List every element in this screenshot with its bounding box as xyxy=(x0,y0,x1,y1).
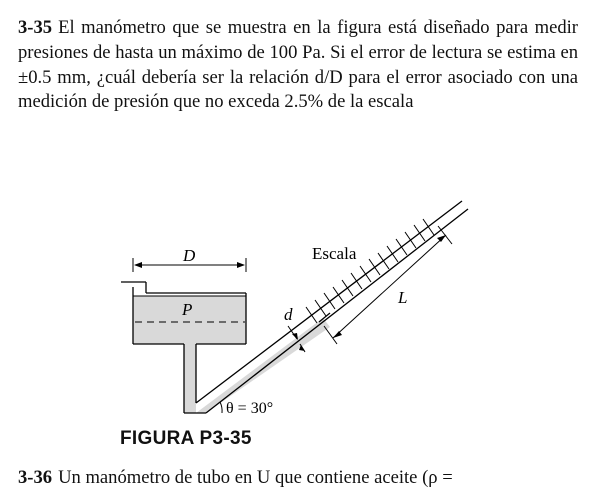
figure-caption: FIGURA P3-35 xyxy=(120,428,252,449)
tube-fill xyxy=(184,344,196,413)
label-d: d xyxy=(284,305,293,324)
problem-3-36 xyxy=(18,466,578,491)
label-D: D xyxy=(183,246,196,265)
label-scale: Escala xyxy=(312,244,357,263)
problem-number: 3-35 xyxy=(18,17,53,38)
problem-text: Un manómetro de tubo en U que contiene aceite (ρ = xyxy=(58,467,453,488)
label-P: P xyxy=(182,300,193,319)
problem-number: 3-36 xyxy=(18,467,53,488)
label-angle: θ = 30° xyxy=(226,400,274,417)
label-L: L xyxy=(398,288,408,307)
problem-text: El manómetro que se muestra en la figura está diseñado para medir presiones de hasta un máximo de 100 Pa. Si el error de lectura se estima en ±0.5 mm, ¿cuál debería ser la relación d/D para el error asociado con una medición de presión que no exceda 2.5% de la escala xyxy=(18,17,578,113)
